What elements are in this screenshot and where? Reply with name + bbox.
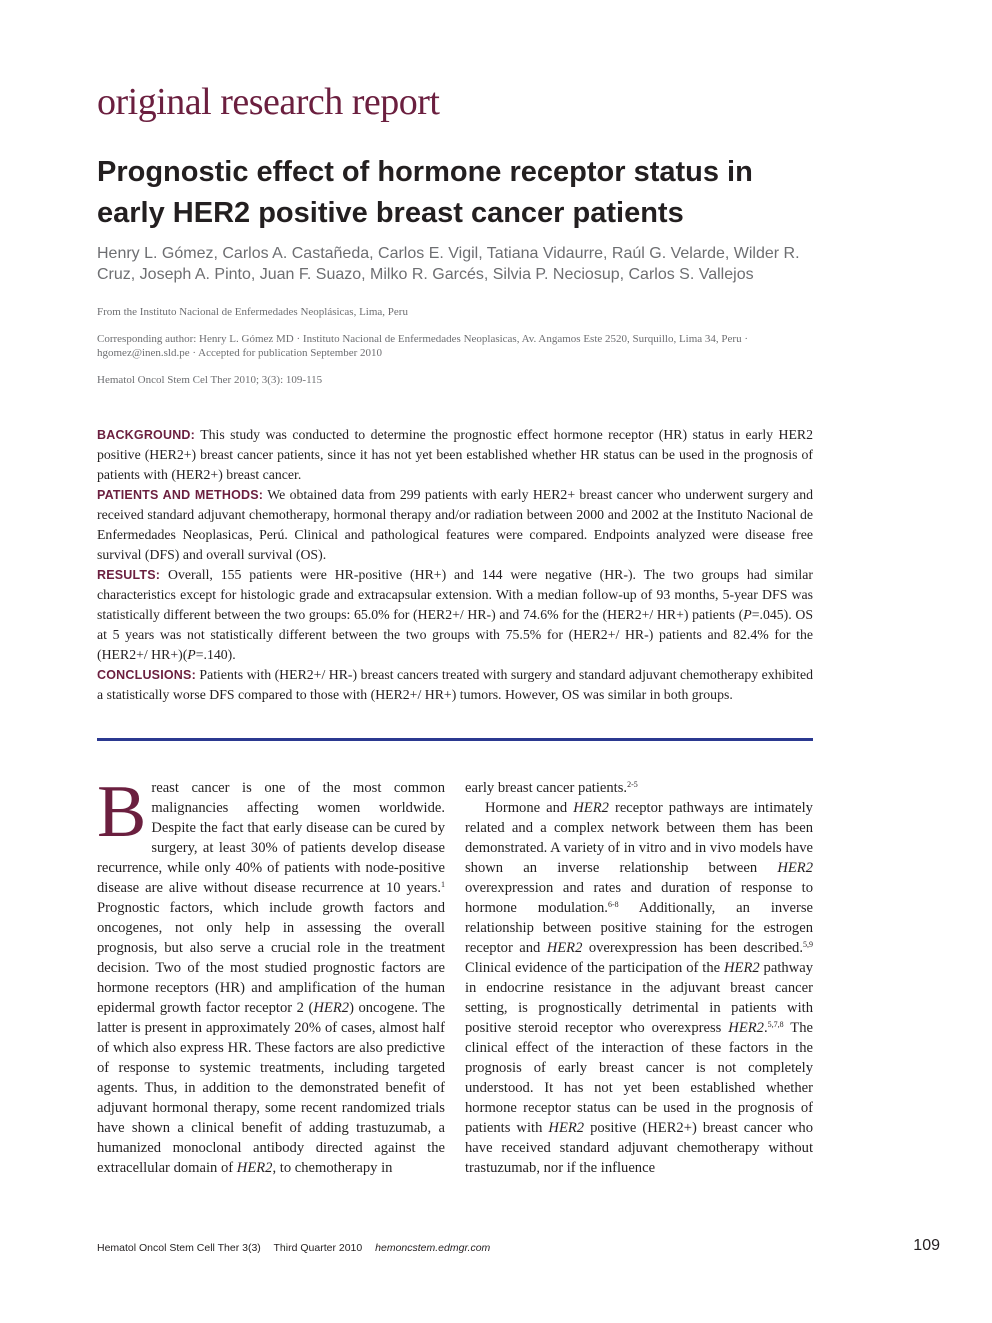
body-text: , to chemotherapy in [272, 1160, 393, 1176]
body-column-left [97, 771, 445, 1178]
body-paragraph [465, 798, 813, 1178]
abstract-methods-heading: PATIENTS AND METHODS: [97, 488, 264, 502]
abstract-methods [97, 485, 813, 565]
body-text: ) oncogene. The latter is present in approximately 20% of cases, almost half of which also express HR. These factors are also predictive of response to systemic treatments, including targeted agents. Thus, in addition to the demonstrated benefit of adjuvant hormonal therapy, some recent randomized trials have shown a clinical benefit of adding trastuzumab, a humanized monoclonal antibody directed against the extracellular domain of [97, 1000, 445, 1176]
body-text: receptor pathways are intimately related and a complex network between them has been demonstrated. A variety of in vitro and in vivo models have shown an inverse relationship between [465, 800, 813, 876]
abstract-results [97, 565, 813, 665]
abstract-results-heading: RESULTS: [97, 568, 161, 582]
section-label: original research report [97, 81, 440, 123]
abstract-background-heading: BACKGROUND: [97, 428, 196, 442]
gene-name: HER2 [548, 1120, 585, 1136]
body-paragraph [97, 771, 445, 1178]
abstract-results-text: Overall, 155 patients were HR-positive (HR+) and 144 were negative (HR-). The two groups had similar characteristics except for histologic grade and extracapsular extension. With a median follow-up of 93 months, 5-year DFS was statistically different between the two groups: 65.0% for (HER2+/ HR-) and 74.6% for the (HER2+/ HR+) patients ( [97, 567, 813, 622]
reference-marker: 5,7,8 [767, 1020, 784, 1029]
reference-marker: 5,9 [803, 940, 813, 949]
body-text: Prognostic factors, which include growth factors and oncogenes, not only help in assessing the overall prognosis, but also serve a crucial role in the treatment decision. Two of the most studied prognostic factors are hormone receptors (HR) and amplification of the human epidermal growth factor receptor 2 ( [97, 900, 445, 1016]
section-divider [97, 738, 813, 741]
reference-marker: 1 [441, 880, 445, 889]
article-title: Prognostic effect of hormone receptor status in early HER2 positive breast cancer patients [97, 156, 753, 229]
gene-name: HER2 [573, 800, 609, 816]
reference-marker: 6-8 [607, 900, 619, 909]
corresponding-author: Corresponding author: Henry L. Gómez MD · Instituto Nacional de Enfermedades Neoplasicas, Av. Angamos Este 2520, Surquillo, Lima 34, Peru · hgomez@inen.sld.pe · Accepted for publication September 2010 [97, 333, 749, 359]
gene-name: HER2 [724, 960, 760, 976]
body-text: overexpression and rates and duration of response to hormone modulation. [465, 880, 813, 916]
body-column-right [465, 778, 813, 1178]
body-text: pathway in endocrine resistance in the adjuvant breast cancer setting, is prognostically detrimental in patients with positive steroid receptor who overexpress [465, 960, 813, 1036]
author-list: Henry L. Gómez, Carlos A. Castañeda, Carlos E. Vigil, Tatiana Vidaurre, Raúl G. Velarde, Wilder R. Cruz, Joseph A. Pinto, Juan F. Suazo, Milko R. Garcés, Silvia P. Neciosup, Carlos S. Vallejos [97, 245, 800, 283]
gene-name: HER2 [546, 940, 583, 956]
body-text: overexpression has been described. [582, 940, 803, 956]
body-text: Additionally, an inverse relationship between positive staining for the estrogen receptor and [465, 900, 813, 956]
gene-name: HER2 [236, 1160, 273, 1176]
drop-cap: B [97, 771, 147, 853]
footer-url[interactable]: hemoncstem.edmgr.com [375, 1242, 491, 1254]
abstract-results-text: =.045). OS at 5 years was not statistically different between the two groups with 75.5% for (HER2+/ HR-) patients and 82.4% for the (HER2+/ HR+)( [97, 607, 813, 662]
body-text: . [763, 1020, 768, 1036]
body-text: early breast cancer patients. [465, 780, 628, 796]
body-text: The clinical effect of the interaction of these factors in the prognosis of early breast cancer is not completely understood. It has not yet been established whether hormone receptor status can be used in the prognosis of patients with [465, 1020, 813, 1136]
body-text: Clinical evidence of the participation of the [465, 960, 724, 976]
abstract-results-text: =.140). [195, 647, 236, 662]
abstract-methods-text: We obtained data from 299 patients with early HER2+ breast cancer who underwent surgery and received standard adjuvant chemotherapy, hormonal therapy and/or radiation between 2000 and 2002 at the Instituto Nacional de Enfermedades Neoplasicas, Perú. Clinical and pathological features were compared. Endpoints analyzed were disease free survival (DFS) and overall survival (OS). [97, 487, 813, 562]
body-text: Hormone and [485, 800, 574, 816]
abstract-conclusions-text: Patients with (HER2+/ HR-) breast cancers treated with surgery and standard adjuvant chemotherapy exhibited a statistically worse DFS compared to those with (HER2+/ HR+) tumors. However, OS was similar in both groups. [97, 667, 813, 702]
abstract-background-text: This study was conducted to determine the prognostic effect hormone receptor (HR) status in early HER2 positive (HER2+) breast cancer patients, since it has not yet been established whether HR status can be used in the prognosis of patients with (HER2+) breast cancer. [97, 427, 813, 482]
page-number: 109 [913, 1237, 940, 1254]
footer-quarter: Third Quarter 2010 [273, 1242, 363, 1254]
gene-name: HER2 [728, 1020, 764, 1036]
gene-name: HER2 [777, 860, 813, 876]
p-value-symbol: P [187, 647, 196, 662]
abstract [97, 425, 813, 705]
page-footer [97, 1242, 813, 1254]
body-paragraph [465, 778, 813, 798]
body-text: reast cancer is one of the most common malignancies affecting women worldwide. Despite the fact that early disease can be cured by surgery, at least 30% of patients develop disease recurrence, while only 40% of patients with node-positive disease are alive without disease recurrence at 10 years. [97, 780, 445, 896]
footer-journal: Hematol Oncol Stem Cell Ther 3(3) [97, 1242, 261, 1254]
reference-marker: 2-5 [627, 780, 638, 789]
body-text: positive (HER2+) breast cancer who have received standard adjuvant chemotherapy without trastuzumab, nor if the influence [465, 1120, 813, 1176]
p-value-symbol: P [743, 607, 752, 622]
abstract-conclusions-heading: CONCLUSIONS: [97, 668, 196, 682]
abstract-background [97, 425, 813, 485]
citation: Hematol Oncol Stem Cel Ther 2010; 3(3): 109-115 [97, 374, 323, 386]
gene-name: HER2 [313, 1000, 350, 1016]
affiliation: From the Instituto Nacional de Enfermedades Neoplásicas, Lima, Peru [97, 306, 408, 318]
abstract-conclusions [97, 665, 813, 705]
